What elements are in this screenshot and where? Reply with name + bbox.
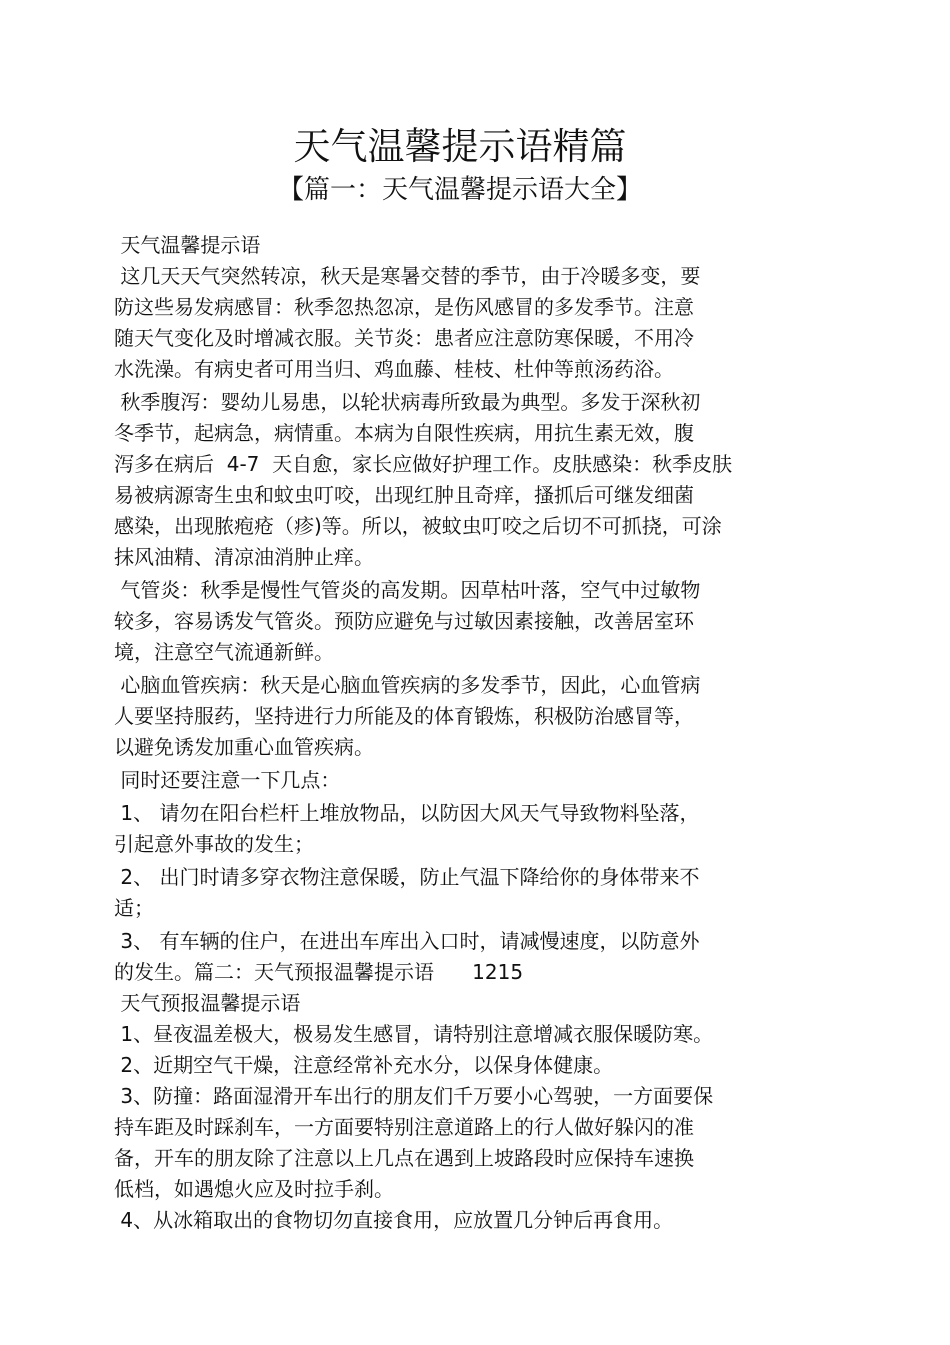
body-line: 2、 出门时请多穿衣物注意保暖，防止气温下降给你的身体带来不 (114, 865, 700, 889)
body-line: 以避免诱发加重心血管疾病。 (114, 735, 374, 759)
body-line: 气管炎：秋季是慢性气管炎的高发期。因草枯叶落，空气中过敏物 (114, 578, 701, 602)
body-line: 3、 有车辆的住户，在进出车库出入口时，请减慢速度，以防意外 (114, 929, 700, 953)
body-line: 防这些易发病感冒：秋季忽热忽凉，是伤风感冒的多发季节。注意 (114, 295, 694, 319)
body-line: 持车距及时踩刹车，一方面要特别注意道路上的行人做好躲闪的准 (114, 1115, 694, 1139)
body-line: 随天气变化及时增减衣服。关节炎：患者应注意防寒保暖，不用冷 (114, 326, 694, 350)
body-line: 心脑血管疾病：秋天是心脑血管疾病的多发季节，因此，心血管病 (114, 673, 701, 697)
body-line: 秋季腹泻：婴幼儿易患，以轮状病毒所致最为典型。多发于深秋初 (114, 390, 701, 414)
body-line: 境，注意空气流通新鲜。 (114, 640, 334, 664)
body-line: 2、近期空气干燥，注意经常补充水分，以保身体健康。 (114, 1053, 614, 1077)
body-line: 天气预报温馨提示语 (114, 991, 301, 1015)
body-line: 同时还要注意一下几点： (114, 768, 341, 792)
body-line: 这几天天气突然转凉，秋天是寒暑交替的季节，由于冷暖多变，要 (114, 264, 701, 288)
body-line: 的发生。篇二：天气预报温馨提示语 1215 (114, 960, 524, 984)
body-line: 适； (114, 896, 154, 920)
body-line: 1、昼夜温差极大，极易发生感冒，请特别注意增减衣服保暖防寒。 (114, 1022, 714, 1046)
body-line: 引起意外事故的发生； (114, 832, 314, 856)
body-line: 较多，容易诱发气管炎。预防应避免与过敏因素接触，改善居室环 (114, 609, 694, 633)
body-line: 天气温馨提示语 (114, 233, 261, 257)
body-line: 易被病源寄生虫和蚊虫叮咬，出现红肿且奇痒，搔抓后可继发细菌 (114, 483, 694, 507)
body-line: 备，开车的朋友除了注意以上几点在遇到上坡路段时应保持车速换 (114, 1146, 694, 1170)
body-line: 3、防撞：路面湿滑开车出行的朋友们千万要小心驾驶，一方面要保 (114, 1084, 714, 1108)
document-title: 天气温馨提示语精篇 (293, 125, 627, 168)
body-line: 4、从冰箱取出的食物切勿直接食用，应放置几分钟后再食用。 (114, 1208, 674, 1232)
document-body (114, 230, 804, 1236)
body-line: 人要坚持服药，坚持进行力所能及的体育锻炼，积极防治感冒等， (114, 704, 694, 728)
body-line: 水洗澡。有病史者可用当归、鸡血藤、桂枝、杜仲等煎汤药浴。 (114, 357, 674, 381)
document-subtitle: 【篇一：天气温馨提示语大全】 (277, 175, 642, 205)
body-line: 1、 请勿在阳台栏杆上堆放物品，以防因大风天气导致物料坠落， (114, 801, 700, 825)
body-line: 泻多在病后 4-7 天自愈，家长应做好护理工作。皮肤感染：秋季皮肤 (114, 452, 733, 476)
body-line: 冬季节，起病急，病情重。本病为自限性疾病，用抗生素无效，腹 (114, 421, 694, 445)
body-line: 低档，如遇熄火应及时拉手刹。 (114, 1177, 394, 1201)
body-line: 抹风油精、清凉油消肿止痒。 (114, 545, 374, 569)
body-line: 感染，出现脓疱疮（疹)等。所以，被蚊虫叮咬之后切不可抓挠，可涂 (114, 514, 722, 538)
